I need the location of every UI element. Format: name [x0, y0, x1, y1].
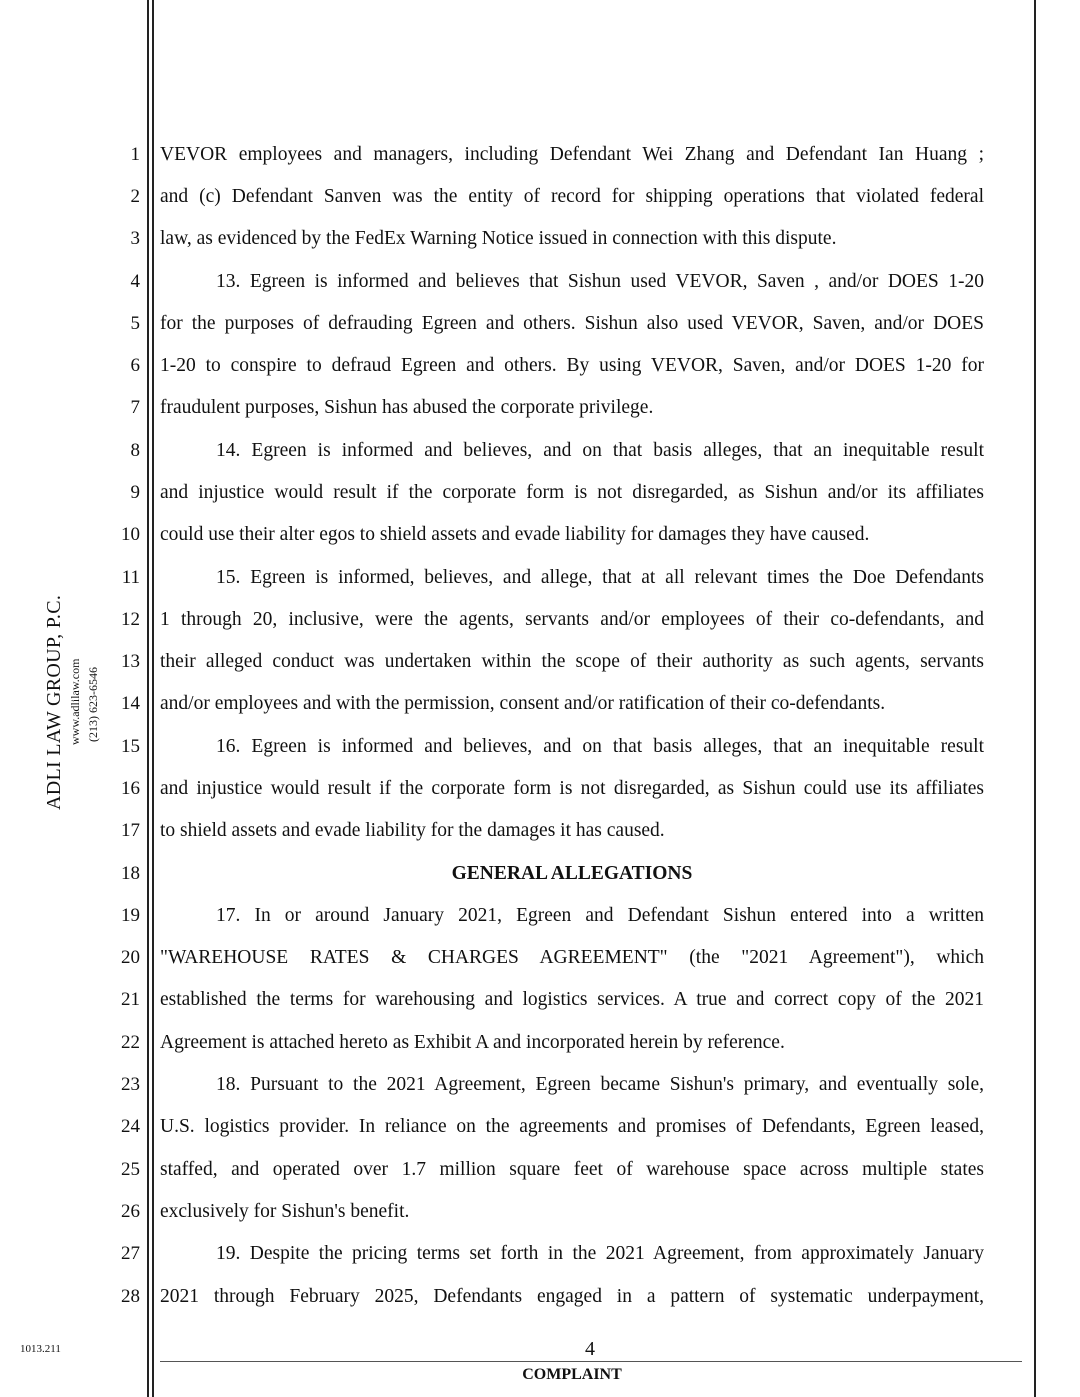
section-heading: GENERAL ALLEGATIONS [451, 863, 693, 884]
page-number: 4 [585, 1338, 595, 1360]
text-line: 1-20 to conspire to defraud Egreen and others. By using VEVOR, Saven, and/or DOES 1-20 for [160, 355, 984, 376]
document-id: 1013.211 [20, 1343, 61, 1355]
paragraph-15-start: 15. Egreen is informed, believes, and allege, that at all relevant times the Doe Defendants [216, 567, 984, 588]
line-number: 23 [121, 1074, 140, 1095]
line-number: 4 [130, 271, 140, 292]
line-number: 18 [121, 863, 140, 884]
text-line: 2021 through February 2025, Defendants engaged in a pattern of systematic underpayment, [160, 1286, 984, 1307]
paragraph-13-start: 13. Egreen is informed and believes that Sishun used VEVOR, Saven , and/or DOES 1-20 [216, 271, 984, 292]
text-line: their alleged conduct was undertaken within the scope of their authority as such agents, servants [160, 651, 984, 672]
line-number: 7 [130, 397, 140, 418]
line-number: 5 [130, 313, 140, 334]
firm-phone: (213) 623-6546 [86, 667, 100, 742]
text-line: Agreement is attached hereto as Exhibit A and incorporated herein by reference. [160, 1032, 785, 1053]
footer-document-title: COMPLAINT [522, 1366, 622, 1383]
paragraph-17-start: 17. In or around January 2021, Egreen and Defendant Sishun entered into a written [216, 905, 984, 926]
line-number: 27 [121, 1243, 140, 1264]
paragraph-16-start: 16. Egreen is informed and believes, and on that basis alleges, that an inequitable result [216, 736, 984, 757]
line-number: 21 [121, 989, 140, 1010]
line-number: 15 [121, 736, 140, 757]
text-line: and (c) Defendant Sanven was the entity of record for shipping operations that violated federal [160, 186, 984, 207]
line-number: 19 [121, 905, 140, 926]
line-number: 20 [121, 947, 140, 968]
text-line: for the purposes of defrauding Egreen and others. Sishun also used VEVOR, Saven, and/or DOES [160, 313, 984, 334]
footer-divider [160, 1361, 1022, 1362]
paragraph-19-start: 19. Despite the pricing terms set forth in the 2021 Agreement, from approximately January [216, 1243, 984, 1264]
firm-sidebar [0, 560, 110, 820]
text-line: to shield assets and evade liability for the damages it has caused. [160, 820, 665, 841]
text-line: staffed, and operated over 1.7 million square feet of warehouse space across multiple states [160, 1159, 984, 1180]
line-number: 25 [121, 1159, 140, 1180]
paragraph-14-start: 14. Egreen is informed and believes, and on that basis alleges, that an inequitable result [216, 440, 984, 461]
firm-name: ADLI LAW GROUP, P.C. [43, 594, 65, 810]
text-line: U.S. logistics provider. In reliance on the agreements and promises of Defendants, Egreen leased, [160, 1116, 984, 1137]
text-line: law, as evidenced by the FedEx Warning Notice issued in connection with this dispute. [160, 228, 837, 249]
left-margin-rule-outer [147, 0, 149, 1397]
line-number: 9 [130, 482, 140, 503]
line-number: 24 [121, 1116, 140, 1137]
firm-website: www.adlilaw.com [68, 658, 82, 745]
line-number: 3 [130, 228, 140, 249]
text-line: and/or employees and with the permission, consent and/or ratification of their co-defendants. [160, 693, 886, 714]
line-number: 2 [130, 186, 140, 207]
line-number: 8 [130, 440, 140, 461]
text-line: VEVOR employees and managers, including Defendant Wei Zhang and Defendant Ian Huang ; [160, 144, 984, 165]
text-line: established the terms for warehousing and logistics services. A true and correct copy of the 2021 [160, 989, 984, 1010]
line-number: 17 [121, 820, 140, 841]
text-line: 1 through 20, inclusive, were the agents, servants and/or employees of their co-defendants, and [160, 609, 984, 630]
text-line: and injustice would result if the corporate form is not disregarded, as Sishun and/or its affiliates [160, 482, 984, 503]
paragraph-18-start: 18. Pursuant to the 2021 Agreement, Egreen became Sishun's primary, and eventually sole, [216, 1074, 984, 1095]
left-margin-rule-inner [152, 0, 154, 1397]
text-line: fraudulent purposes, Sishun has abused the corporate privilege. [160, 397, 654, 418]
text-line: "WAREHOUSE RATES & CHARGES AGREEMENT" (the "2021 Agreement"), which [160, 947, 984, 968]
text-line: could use their alter egos to shield assets and evade liability for damages they have caused. [160, 524, 870, 545]
line-number: 16 [121, 778, 140, 799]
line-number: 1 [130, 144, 140, 165]
line-number: 22 [121, 1032, 140, 1053]
line-number: 13 [121, 651, 140, 672]
line-number: 26 [121, 1201, 140, 1222]
line-number: 11 [121, 567, 140, 588]
right-margin-rule [1034, 0, 1036, 1397]
line-number: 10 [121, 524, 140, 545]
text-line: and injustice would result if the corporate form is not disregarded, as Sishun could use its affiliates [160, 778, 984, 799]
line-number: 6 [130, 355, 140, 376]
line-number: 12 [121, 609, 140, 630]
line-number: 28 [121, 1286, 140, 1307]
text-line: exclusively for Sishun's benefit. [160, 1201, 410, 1222]
line-number: 14 [121, 693, 140, 714]
